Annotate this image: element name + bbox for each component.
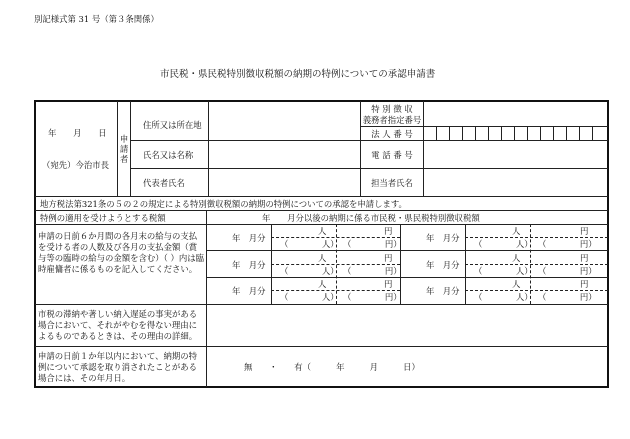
month-label: 年 月分	[232, 233, 266, 243]
temp-yen: （ 円）	[538, 239, 597, 249]
yen-unit: 円	[580, 279, 589, 289]
yen-unit: 円	[384, 279, 393, 289]
month-label: 年 月分	[426, 233, 460, 243]
temp-people: （ 人）	[474, 266, 533, 276]
temp-people: （ 人）	[280, 292, 339, 302]
application-date: 年 月 日	[48, 128, 107, 138]
people-unit: 人	[318, 279, 327, 289]
yen-unit: 円	[384, 226, 393, 236]
people-unit: 人	[512, 253, 521, 263]
representative-label: 代表者氏名	[143, 178, 185, 188]
withholding-id-label-1: 特 別 徴 収	[371, 104, 413, 114]
applicant-label: 申請者	[119, 134, 129, 164]
withholding-id-field[interactable]	[425, 103, 607, 125]
delinquency-reason-field[interactable]	[208, 306, 606, 345]
delinquency-description: 市税の滞納や著しい納入遅延の事実がある場合において、それがやむを得ない理由によるものであるときは、その理由の詳細。	[38, 309, 198, 341]
application-statement: 地方税法第321条の５の２の規定による特別徴収税額の納期の特例についての承認を申請します。	[40, 199, 407, 209]
representative-field[interactable]	[210, 170, 358, 195]
people-unit: 人	[512, 279, 521, 289]
yen-unit: 円	[580, 253, 589, 263]
payroll-description: 申請の日前６か月間の各月末の給与の支払を受ける者の人数及び各月の支払金額（賞与等の臨時の給与の金額を含む）（ ）内は臨時雇傭者に係るものを記入してください。	[38, 231, 204, 274]
corporate-number-field[interactable]	[425, 127, 607, 139]
people-unit: 人	[318, 253, 327, 263]
tax-value: 年 月分以後の納期に係る市民税・県民税特別徴収税額	[262, 213, 480, 223]
yen-unit: 円	[384, 253, 393, 263]
person-in-charge-field[interactable]	[425, 170, 607, 195]
phone-label: 電 話 番 号	[371, 150, 413, 160]
people-unit: 人	[512, 226, 521, 236]
temp-yen: （ 円）	[538, 292, 597, 302]
month-label: 年 月分	[232, 260, 266, 270]
form-title: 市民税・県民税特別徴収税額の納期の特例についての承認申請書	[160, 69, 436, 80]
name-field[interactable]	[210, 142, 358, 167]
people-unit: 人	[318, 226, 327, 236]
person-in-charge-label: 担当者氏名	[371, 178, 413, 188]
temp-people: （ 人）	[474, 292, 533, 302]
month-label: 年 月分	[426, 260, 460, 270]
temp-people: （ 人）	[280, 266, 339, 276]
temp-yen: （ 円）	[343, 266, 402, 276]
tax-label: 特例の適用を受けようとする税額	[40, 213, 166, 223]
yen-unit: 円	[580, 226, 589, 236]
phone-field[interactable]	[425, 142, 607, 167]
month-label: 年 月分	[232, 286, 266, 296]
cancellation-value: 無 ・ 有（ 年 月 日）	[244, 362, 420, 372]
address-label: 住所又は所在地	[143, 120, 202, 130]
temp-yen: （ 円）	[538, 266, 597, 276]
temp-people: （ 人）	[280, 239, 339, 249]
cancellation-description: 申請の日前１か年以内において、納期の特例について承認を取り消されたことがある場合には、その年月日。	[38, 351, 197, 383]
form-number: 別記様式第 31 号（第３条関係）	[34, 14, 159, 24]
temp-people: （ 人）	[474, 239, 533, 249]
temp-yen: （ 円）	[343, 292, 402, 302]
withholding-id-label-2: 義務者指定番号	[362, 115, 422, 125]
month-label: 年 月分	[426, 286, 460, 296]
addressee: （宛先）今治市長	[42, 160, 109, 170]
temp-yen: （ 円）	[343, 239, 402, 249]
address-field[interactable]	[210, 103, 358, 139]
corporate-number-label: 法 人 番 号	[371, 129, 413, 139]
name-label: 氏名又は名称	[143, 150, 194, 160]
